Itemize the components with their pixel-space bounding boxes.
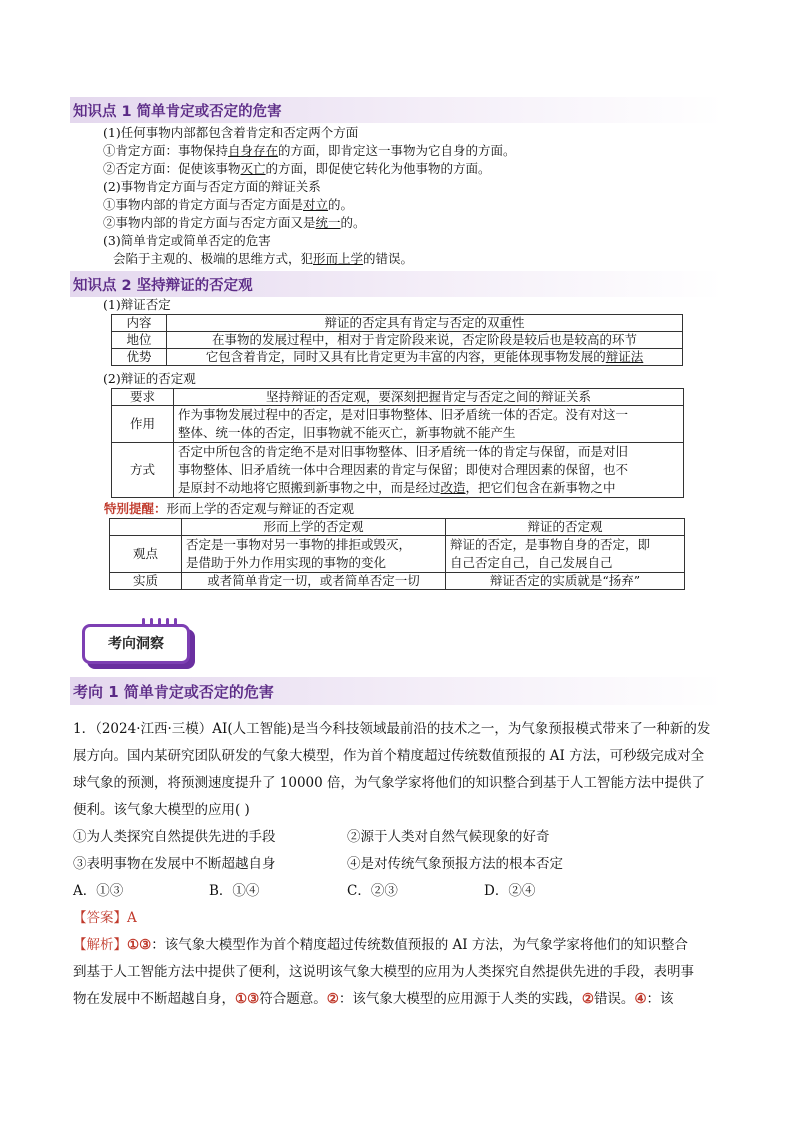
section-title: 知识点 2 坚持辩证的否定观	[73, 278, 253, 294]
text-line: ②事物内部的肯定方面与否定方面又是统一的。	[103, 215, 366, 230]
choice-d: D．②④	[484, 883, 536, 899]
text-line: (3)简单肯定或简单否定的危害	[103, 233, 271, 248]
section-title: 考向 1 简单肯定或否定的危害	[73, 683, 274, 701]
text-line: ①事物内部的肯定方面与否定方面是对立的。	[103, 197, 354, 212]
text-line: (2)事物肯定方面与否定方面的辩证关系	[103, 179, 321, 194]
text-line: 会陷于主观的、极端的思维方式，犯形而上学的错误。	[113, 251, 414, 266]
table-row: 观点 否定是一事物对另一事物的排拒或毁灭， 是借助于外力作用实现的事物的变化 辩证的否定，是事物自身的否定，即 自己否定自己，自己发展自己	[110, 536, 685, 573]
table-row: 要求 坚持辩证的否定观，要深刻把握肯定与否定之间的辩证关系	[112, 389, 684, 406]
table-comparison	[109, 518, 685, 590]
question-stem: 球气象的预测，将预测速度提升了 10000 倍，为气象学家将他们的知识整合到基于人工智能方法中提供了	[73, 775, 706, 791]
answer-line: 【答案】A	[73, 910, 137, 926]
analysis-line: 物在发展中不断超越自身，①③符合题意。②：该气象大模型的应用源于人类的实践，②错误。④：该	[73, 991, 674, 1007]
table-row: 方式 否定中所包含的肯定绝不是对旧事物整体、旧矛盾统一体的肯定与保留，而是对旧 事物整体、旧矛盾统一体中合理因素的肯定与保留；即使对合理因素的保留，也不 是原封不动地将它照搬到新事物之中，而是经过改造，把它们包含在新事物之中	[112, 443, 684, 498]
choice-c: C．②③	[347, 883, 398, 899]
text-line: (2)辩证的否定观	[103, 371, 196, 386]
table-row: 形而上学的否定观 辩证的否定观	[110, 519, 685, 536]
text-line: (1)辩证否定	[103, 297, 171, 312]
question-stem: 1．（2024·江西·三模）AI(人工智能)是当今科技领域最前沿的技术之一，为气象预报模式带来了一种新的发	[73, 721, 711, 737]
text-line: (1)任何事物内部都包含着肯定和否定两个方面	[103, 125, 359, 140]
table-negation-view	[111, 388, 684, 498]
table-row: 优势 它包含着肯定，同时又具有比肯定更为丰富的内容，更能体现事物发展的辩证法	[112, 349, 683, 366]
section-tag: 考向洞察	[82, 624, 190, 664]
table-dialectical-negation	[111, 314, 683, 366]
text-line: ①肯定方面：事物保持自身存在的方面，即肯定这一事物为它自身的方面。	[103, 143, 516, 158]
analysis-line: 【解析】①③：该气象大模型作为首个精度超过传统数值预报的 AI 方法，为气象学家将他们的知识整合	[73, 937, 688, 953]
text-line: ②否定方面：促使该事物灭亡的方面，即促使它转化为他事物的方面。	[103, 161, 491, 176]
statement-option: ②源于人类对自然气候现象的好奇	[347, 829, 550, 845]
question-stem: 便利。该气象大模型的应用( )	[73, 802, 250, 818]
statement-option: ①为人类探究自然提供先进的手段	[73, 829, 276, 845]
statement-option: ③表明事物在发展中不断超越自身	[73, 856, 276, 872]
statement-option: ④是对传统气象预报方法的根本否定	[347, 856, 563, 872]
analysis-line: 到基于人工智能方法中提供了便利，这说明该气象大模型的应用为人类探究自然提供先进的手段，表明事	[73, 964, 694, 980]
question-stem: 展方向。国内某研究团队研发的气象大模型，作为首个精度超过传统数值预报的 AI 方法，可秒级完成对全	[73, 748, 705, 764]
tip-line: 特别提醒：形而上学的否定观与辩证的否定观	[104, 501, 355, 516]
section-title: 知识点 1 简单肯定或否定的危害	[73, 104, 282, 120]
choice-a: A．①③	[73, 883, 124, 899]
choice-b: B．①④	[209, 883, 260, 899]
table-row: 作用 作为事物发展过程中的否定，是对旧事物整体、旧矛盾统一体的否定。没有对这一 整体、统一体的否定，旧事物就不能灭亡，新事物就不能产生	[112, 406, 684, 443]
table-row: 内容 辩证的否定具有肯定与否定的双重性	[112, 315, 683, 332]
table-row: 实质 或者简单肯定一切，或者简单否定一切 辩证否定的实质就是“扬弃”	[110, 573, 685, 590]
table-row: 地位 在事物的发展过程中，相对于肯定阶段来说，否定阶段是较后也是较高的环节	[112, 332, 683, 349]
